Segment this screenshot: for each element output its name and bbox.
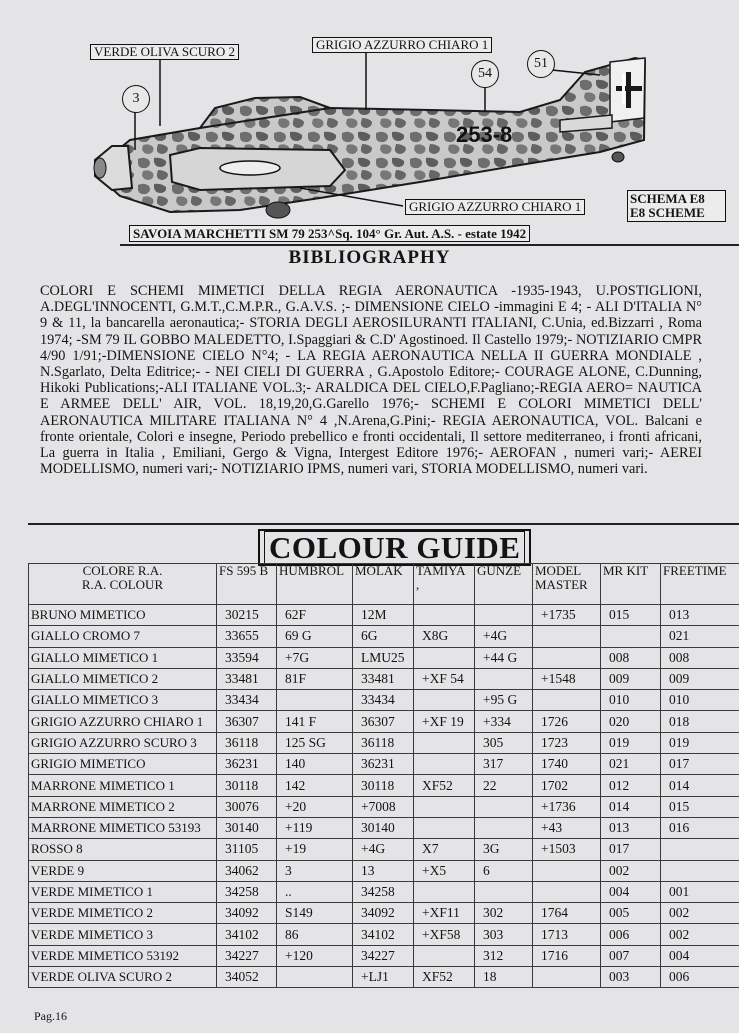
callout-verde-oliva-scuro: VERDE OLIVA SCURO 2 (90, 44, 239, 60)
colour-guide-body (29, 605, 739, 988)
code-cell-freetime-col: 015 (661, 796, 739, 817)
code-cell-molak-col: 6G (353, 626, 414, 647)
colour-name-cell: GRIGIO MIMETICO (29, 754, 217, 775)
code-cell-molak-col: 30140 (353, 817, 414, 838)
header-freetime-col: FREETIME (661, 564, 739, 605)
code-cell-tamiya-col (414, 754, 475, 775)
schema-line-2: E8 SCHEME (630, 205, 705, 220)
code-cell-molak-col: +7008 (353, 796, 414, 817)
table-row (29, 881, 739, 902)
code-cell-freetime-col: 008 (661, 647, 739, 668)
code-cell-molak-col: 33481 (353, 668, 414, 689)
code-cell-gunze-col: 305 (475, 732, 533, 753)
code-cell-mr-kit-col: 015 (601, 605, 661, 626)
header-molak-col: MOLAK (353, 564, 414, 605)
code-cell-fs595b-col: 36307 (217, 711, 277, 732)
code-cell-tamiya-col (414, 945, 475, 966)
code-cell-gunze-col (475, 668, 533, 689)
code-cell-gunze-col (475, 881, 533, 902)
divider-middle (28, 523, 739, 525)
code-cell-freetime-col: 004 (661, 945, 739, 966)
code-cell-molak-col: 36307 (353, 711, 414, 732)
code-cell-mr-kit-col: 004 (601, 881, 661, 902)
code-cell-gunze-col: 317 (475, 754, 533, 775)
code-cell-gunze-col: +4G (475, 626, 533, 647)
code-cell-freetime-col: 001 (661, 881, 739, 902)
code-cell-tamiya-col: X8G (414, 626, 475, 647)
table-row (29, 711, 739, 732)
code-cell-humbrol-col: +120 (277, 945, 353, 966)
code-cell-mr-kit-col: 012 (601, 775, 661, 796)
code-cell-tamiya-col (414, 881, 475, 902)
table-row (29, 839, 739, 860)
code-cell-humbrol-col: 86 (277, 924, 353, 945)
code-cell-tamiya-col (414, 690, 475, 711)
code-cell-model-master-col: +1736 (533, 796, 601, 817)
code-cell-gunze-col: 6 (475, 860, 533, 881)
code-cell-freetime-col: 013 (661, 605, 739, 626)
colour-name-cell: GRIGIO AZZURRO SCURO 3 (29, 732, 217, 753)
colour-name-cell: GRIGIO AZZURRO CHIARO 1 (29, 711, 217, 732)
table-row (29, 690, 739, 711)
code-cell-gunze-col (475, 605, 533, 626)
code-cell-mr-kit-col: 014 (601, 796, 661, 817)
code-cell-mr-kit-col: 021 (601, 754, 661, 775)
code-cell-model-master-col: 1764 (533, 903, 601, 924)
schema-box (627, 190, 726, 222)
code-cell-tamiya-col: +X5 (414, 860, 475, 881)
colour-name-cell: MARRONE MIMETICO 1 (29, 775, 217, 796)
code-cell-model-master-col (533, 690, 601, 711)
marker-circle-51: 51 (527, 50, 555, 78)
schema-line-1: SCHEMA E8 (630, 191, 705, 206)
code-cell-molak-col: 36118 (353, 732, 414, 753)
table-row (29, 775, 739, 796)
colour-name-cell: MARRONE MIMETICO 53193 (29, 817, 217, 838)
code-cell-gunze-col: 18 (475, 967, 533, 988)
code-cell-mr-kit-col: 017 (601, 839, 661, 860)
code-cell-model-master-col: 1702 (533, 775, 601, 796)
table-row (29, 626, 739, 647)
code-cell-freetime-col: 002 (661, 903, 739, 924)
code-cell-humbrol-col: +20 (277, 796, 353, 817)
code-cell-mr-kit-col: 008 (601, 647, 661, 668)
code-cell-mr-kit-col: 009 (601, 668, 661, 689)
code-cell-mr-kit-col: 002 (601, 860, 661, 881)
code-cell-tamiya-col (414, 817, 475, 838)
colour-name-cell: VERDE MIMETICO 3 (29, 924, 217, 945)
marker-circle-3: 3 (122, 85, 150, 113)
code-cell-tamiya-col: XF52 (414, 775, 475, 796)
code-cell-model-master-col: 1723 (533, 732, 601, 753)
code-cell-mr-kit-col (601, 626, 661, 647)
code-cell-tamiya-col: +XF 19 (414, 711, 475, 732)
colour-name-cell: VERDE 9 (29, 860, 217, 881)
code-cell-humbrol-col: +7G (277, 647, 353, 668)
code-cell-humbrol-col: 62F (277, 605, 353, 626)
code-cell-tamiya-col: +XF11 (414, 903, 475, 924)
code-cell-gunze-col: 3G (475, 839, 533, 860)
table-row (29, 605, 739, 626)
colour-guide-table (28, 563, 739, 988)
code-cell-molak-col: 12M (353, 605, 414, 626)
code-cell-humbrol-col: .. (277, 881, 353, 902)
table-row (29, 668, 739, 689)
code-cell-molak-col: 33434 (353, 690, 414, 711)
code-cell-humbrol-col (277, 690, 353, 711)
code-cell-model-master-col: 1726 (533, 711, 601, 732)
code-cell-mr-kit-col: 013 (601, 817, 661, 838)
code-cell-humbrol-col: 69 G (277, 626, 353, 647)
code-cell-freetime-col: 021 (661, 626, 739, 647)
code-cell-mr-kit-col: 010 (601, 690, 661, 711)
code-cell-tamiya-col: X7 (414, 839, 475, 860)
code-cell-humbrol-col: S149 (277, 903, 353, 924)
code-cell-gunze-col: 303 (475, 924, 533, 945)
fuselage-code: 253-8 (456, 122, 513, 147)
colour-name-cell: GIALLO MIMETICO 3 (29, 690, 217, 711)
header-humbrol-col: HUMBROL (277, 564, 353, 605)
aircraft-caption: SAVOIA MARCHETTI SM 79 253^Sq. 104° Gr. Aut. A.S. - estate 1942 (129, 225, 530, 242)
code-cell-freetime-col (661, 839, 739, 860)
code-cell-humbrol-col: +119 (277, 817, 353, 838)
code-cell-humbrol-col: 141 F (277, 711, 353, 732)
code-cell-mr-kit-col: 006 (601, 924, 661, 945)
code-cell-gunze-col (475, 817, 533, 838)
code-cell-model-master-col (533, 626, 601, 647)
code-cell-fs595b-col: 36118 (217, 732, 277, 753)
code-cell-model-master-col (533, 881, 601, 902)
colour-guide-header (29, 564, 739, 605)
colour-guide-title-text: COLOUR GUIDE (264, 531, 525, 564)
code-cell-gunze-col: 22 (475, 775, 533, 796)
header-tamiya-col: TAMIYA , (414, 564, 475, 605)
header-gunze-col: GUNZE (475, 564, 533, 605)
code-cell-tamiya-col (414, 732, 475, 753)
code-cell-humbrol-col: 142 (277, 775, 353, 796)
bibliography-title: BIBLIOGRAPHY (288, 247, 451, 268)
colour-name-cell: VERDE OLIVA SCURO 2 (29, 967, 217, 988)
code-cell-model-master-col: +1735 (533, 605, 601, 626)
code-cell-freetime-col: 018 (661, 711, 739, 732)
colour-guide-title (258, 529, 531, 566)
code-cell-mr-kit-col: 020 (601, 711, 661, 732)
colour-name-cell: GIALLO MIMETICO 1 (29, 647, 217, 668)
colour-name-cell: VERDE MIMETICO 1 (29, 881, 217, 902)
table-row (29, 647, 739, 668)
code-cell-freetime-col: 014 (661, 775, 739, 796)
divider-top (120, 244, 739, 246)
code-cell-molak-col: 30118 (353, 775, 414, 796)
code-cell-molak-col: +4G (353, 839, 414, 860)
code-cell-model-master-col: +43 (533, 817, 601, 838)
table-row (29, 967, 739, 988)
page-number: Pag.16 (34, 1009, 67, 1023)
code-cell-model-master-col: 1716 (533, 945, 601, 966)
code-cell-molak-col: 34227 (353, 945, 414, 966)
code-cell-humbrol-col: 140 (277, 754, 353, 775)
colour-name-cell: GIALLO CROMO 7 (29, 626, 217, 647)
code-cell-molak-col: 36231 (353, 754, 414, 775)
table-row (29, 754, 739, 775)
code-cell-freetime-col: 019 (661, 732, 739, 753)
code-cell-tamiya-col (414, 796, 475, 817)
code-cell-fs595b-col: 34052 (217, 967, 277, 988)
code-cell-molak-col: 34258 (353, 881, 414, 902)
code-cell-tamiya-col: XF52 (414, 967, 475, 988)
header-mr-kit-col: MR KIT (601, 564, 661, 605)
code-cell-fs595b-col: 33594 (217, 647, 277, 668)
colour-name-cell: BRUNO MIMETICO (29, 605, 217, 626)
code-cell-gunze-col: 312 (475, 945, 533, 966)
colour-name-cell: GIALLO MIMETICO 2 (29, 668, 217, 689)
table-row (29, 903, 739, 924)
code-cell-model-master-col (533, 647, 601, 668)
code-cell-freetime-col: 017 (661, 754, 739, 775)
code-cell-molak-col: 13 (353, 860, 414, 881)
code-cell-molak-col: 34102 (353, 924, 414, 945)
code-cell-molak-col: LMU25 (353, 647, 414, 668)
code-cell-fs595b-col: 30076 (217, 796, 277, 817)
header-model-master-col: MODEL MASTER (533, 564, 601, 605)
colour-name-cell: ROSSO 8 (29, 839, 217, 860)
code-cell-fs595b-col: 34227 (217, 945, 277, 966)
code-cell-freetime-col: 009 (661, 668, 739, 689)
code-cell-humbrol-col: 3 (277, 860, 353, 881)
callout-grigio-azzurro-top: GRIGIO AZZURRO CHIARO 1 (312, 37, 492, 53)
colour-name-cell: VERDE MIMETICO 53192 (29, 945, 217, 966)
table-row (29, 732, 739, 753)
code-cell-freetime-col: 010 (661, 690, 739, 711)
code-cell-freetime-col: 002 (661, 924, 739, 945)
code-cell-freetime-col: 016 (661, 817, 739, 838)
header-row (29, 564, 739, 605)
code-cell-gunze-col: +44 G (475, 647, 533, 668)
code-cell-model-master-col: +1548 (533, 668, 601, 689)
code-cell-model-master-col (533, 967, 601, 988)
code-cell-model-master-col: 1740 (533, 754, 601, 775)
code-cell-fs595b-col: 34258 (217, 881, 277, 902)
code-cell-model-master-col: 1713 (533, 924, 601, 945)
code-cell-fs595b-col: 30140 (217, 817, 277, 838)
colour-guide-table-wrap (28, 563, 739, 1033)
code-cell-model-master-col: +1503 (533, 839, 601, 860)
code-cell-mr-kit-col: 003 (601, 967, 661, 988)
table-row (29, 924, 739, 945)
code-cell-mr-kit-col: 005 (601, 903, 661, 924)
code-cell-fs595b-col: 30118 (217, 775, 277, 796)
code-cell-fs595b-col: 36231 (217, 754, 277, 775)
code-cell-humbrol-col: 81F (277, 668, 353, 689)
code-cell-mr-kit-col: 007 (601, 945, 661, 966)
code-cell-fs595b-col: 33481 (217, 668, 277, 689)
code-cell-humbrol-col: +19 (277, 839, 353, 860)
code-cell-fs595b-col: 30215 (217, 605, 277, 626)
table-row (29, 817, 739, 838)
code-cell-gunze-col (475, 796, 533, 817)
code-cell-mr-kit-col: 019 (601, 732, 661, 753)
callout-grigio-azzurro-bottom: GRIGIO AZZURRO CHIARO 1 (405, 199, 585, 215)
code-cell-tamiya-col (414, 647, 475, 668)
code-cell-fs595b-col: 33434 (217, 690, 277, 711)
code-cell-humbrol-col: 125 SG (277, 732, 353, 753)
table-row (29, 860, 739, 881)
table-row (29, 945, 739, 966)
code-cell-fs595b-col: 33655 (217, 626, 277, 647)
colour-name-cell: MARRONE MIMETICO 2 (29, 796, 217, 817)
code-cell-tamiya-col (414, 605, 475, 626)
code-cell-fs595b-col: 31105 (217, 839, 277, 860)
marker-circle-54: 54 (471, 60, 499, 88)
code-cell-model-master-col (533, 860, 601, 881)
bibliography-text: COLORI E SCHEMI MIMETICI DELLA REGIA AERONAUTICA -1935-1943, U.POSTIGLIONI, A.DEGL'INNOCENTI, G.M.T.,C.M.P.R., G.A.V.S. ;- DIMENSIONE CIELO -immagini E 4; - ALI D'ITALIA N° 9 & 11, la bancarella aeronautica;- STORIA DEGLI AEROSILURANTI ITALIANI, C.Unia, ed.Bizzarri , Roma 1974; -SM 79 IL GOBBO MALEDETTO, I.Spaggiari & C.D' Agostinoed. Il Castello 1979;- NOTIZIARIO CMPR 4/90 1/91;-DIMENSIONE CIELO N°4; - LA REGIA AERONAUTICA NELLA II GUERRA MONDIALE , N.Sgarlato, Delta Editrice;- - NEI CIELI DI GUERRA , G.Apostolo Editore;- COURAGE ALONE, C.Dunning, Hikoki Publications;-ALI ITALIANE VOL.3;- ARALDICA DEL CIELO,F.Pagliano;-REGIA AERO= NAUTICA E ARMEE DELL' AIR, VOL. 18,19,20,G.Garello 1976;- SCHEMI E COLORI MIMETICI DELL' AERONAUTICA MILITARE ITALIANA N° 4 ,N.Arena,G.Pini;- REGIA AERONAUTICA, VOL. Balcani e fronte orientale, Colori e insegne, Periodo prebellico e fronti occidentali, Il settore mediterraneo, i fronti africani, La guerra in Italia , Emiliani, Gergo & Vigna, Intergest Editore 1976;- AEROFAN , numeri vari;- AEREI MODELLISMO, numeri vari;- NOTIZIARIO IPMS, numeri vari, STORIA MODELLISMO, numeri vari. (40, 283, 702, 478)
code-cell-freetime-col (661, 860, 739, 881)
table-row (29, 796, 739, 817)
code-cell-tamiya-col: +XF 54 (414, 668, 475, 689)
code-cell-gunze-col: +95 G (475, 690, 533, 711)
header-colour-col: COLORE R.A. R.A. COLOUR (29, 564, 217, 605)
code-cell-gunze-col: +334 (475, 711, 533, 732)
code-cell-molak-col: +LJ1 (353, 967, 414, 988)
code-cell-gunze-col: 302 (475, 903, 533, 924)
code-cell-molak-col: 34092 (353, 903, 414, 924)
code-cell-fs595b-col: 34102 (217, 924, 277, 945)
aircraft-profile (0, 0, 739, 250)
header-fs595b-col: FS 595 B (217, 564, 277, 605)
colour-name-cell: VERDE MIMETICO 2 (29, 903, 217, 924)
code-cell-freetime-col: 006 (661, 967, 739, 988)
code-cell-fs595b-col: 34062 (217, 860, 277, 881)
code-cell-tamiya-col: +XF58 (414, 924, 475, 945)
code-cell-humbrol-col (277, 967, 353, 988)
code-cell-fs595b-col: 34092 (217, 903, 277, 924)
